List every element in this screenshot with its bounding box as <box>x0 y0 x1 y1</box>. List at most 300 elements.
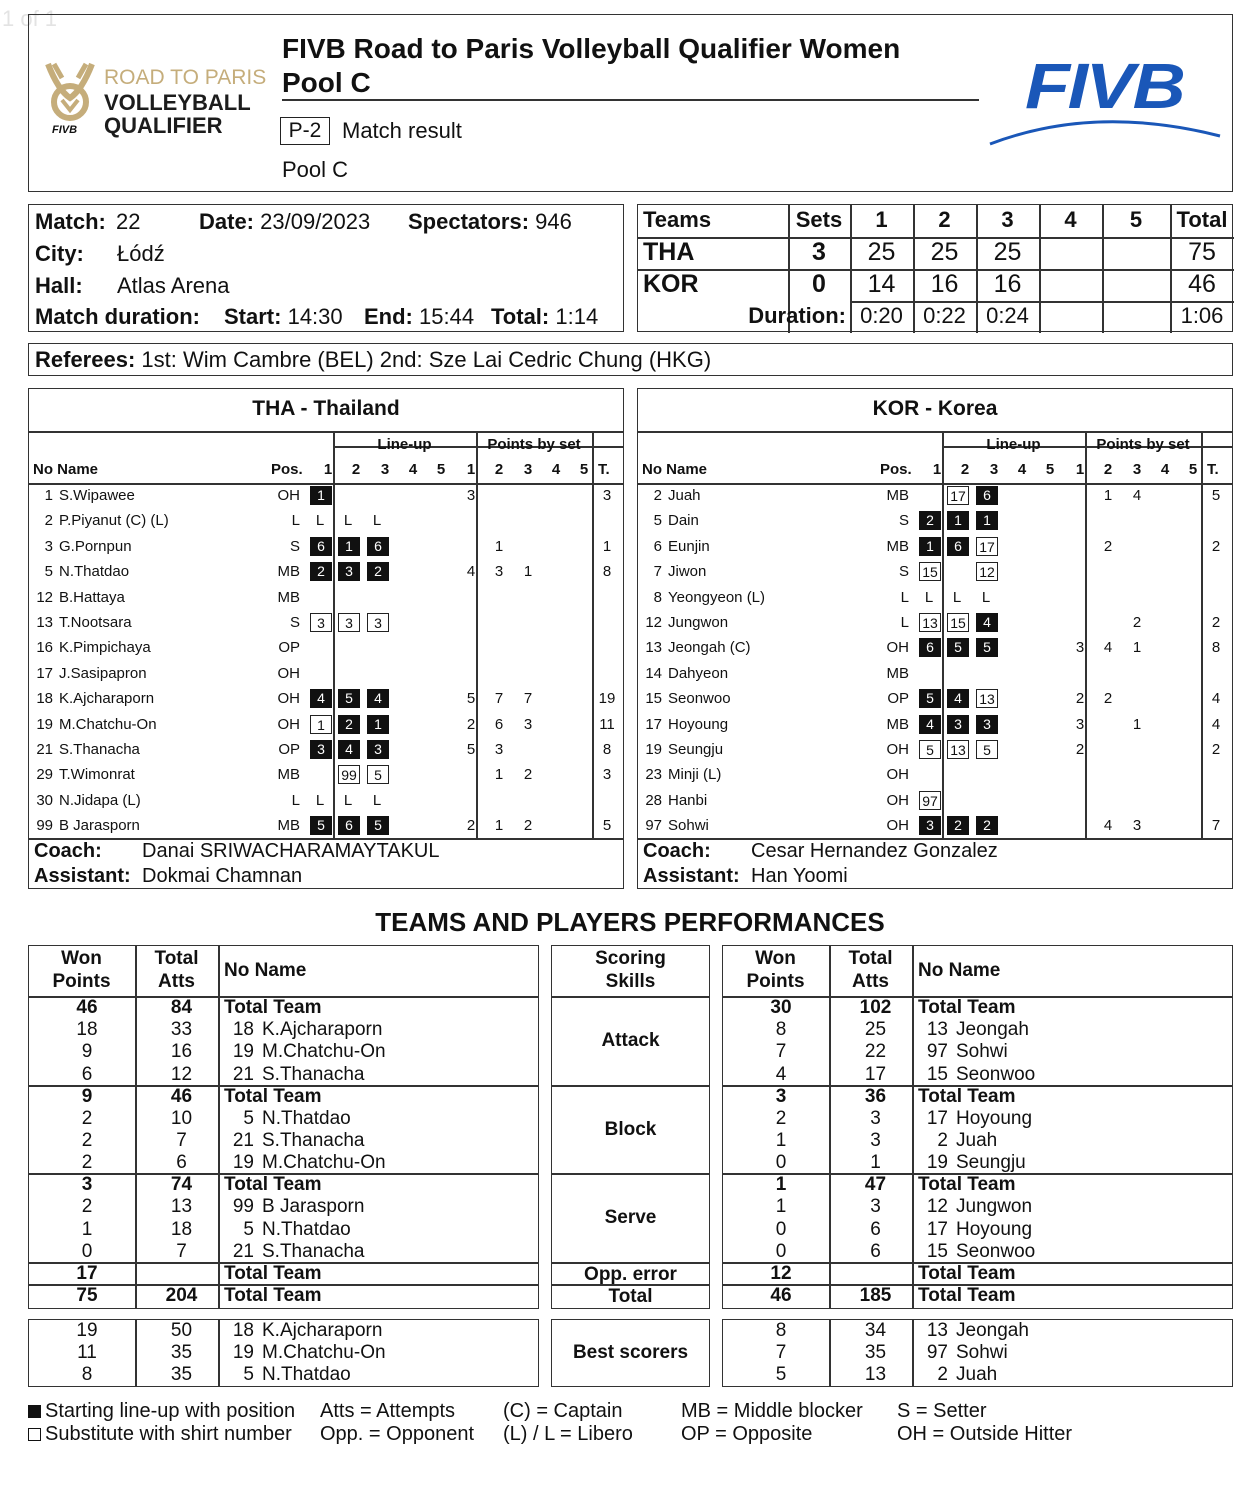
skill-name: Total <box>608 1286 653 1307</box>
won-header: Won <box>61 948 102 969</box>
total-atts-value: 35 <box>864 1342 887 1364</box>
set-points: 4 <box>1103 817 1113 835</box>
total-atts-value: 35 <box>170 1364 193 1386</box>
substitute-box: 13 <box>947 740 969 759</box>
player-name: N.Thatdao <box>262 1364 351 1386</box>
coach-label: Coach: <box>34 840 102 862</box>
player-total: 2 <box>1211 537 1221 555</box>
won-points-value: 75 <box>76 1285 98 1306</box>
substitute-box: 17 <box>947 486 969 505</box>
legend-text: Atts = Attempts <box>320 1400 456 1422</box>
total-atts-value: 204 <box>165 1285 198 1306</box>
skill-name: Serve <box>604 1207 657 1229</box>
player-position: L <box>900 588 909 606</box>
total-atts-value: 50 <box>170 1320 193 1341</box>
set-points: 4 <box>1132 487 1142 504</box>
player-position: MB <box>277 563 300 581</box>
player-name: Juah <box>668 487 701 504</box>
total-time-value: 1:14 <box>555 304 599 329</box>
date-value: 23/09/2023 <box>260 209 371 234</box>
sets-header-cell: 5 <box>1129 207 1143 232</box>
total-atts-value: 7 <box>176 1240 187 1262</box>
player-name: S.Thanacha <box>59 741 140 758</box>
starting-position-box: 5 <box>919 689 941 708</box>
total-atts-value: 6 <box>176 1152 187 1174</box>
referees-label: Referees: <box>35 347 136 372</box>
points-by-set-header: Points by set <box>1096 436 1190 453</box>
set-points: 1 <box>523 563 533 581</box>
set-points: 5 <box>466 741 476 758</box>
points-set-number: 5 <box>1188 461 1198 478</box>
player-no: 5 <box>243 1218 254 1240</box>
set-points: 7 <box>523 690 533 708</box>
player-name: Sohwi <box>956 1041 1008 1063</box>
legend-item <box>681 1423 812 1446</box>
player-number: 23 <box>645 766 662 784</box>
set-points: 1 <box>1132 639 1142 657</box>
player-name: Dahyeon <box>668 664 729 682</box>
player-total: 7 <box>1211 817 1221 835</box>
atts-header: Atts <box>158 971 195 992</box>
substitute-box: 17 <box>976 537 998 556</box>
no-name-header: No Name <box>33 461 99 478</box>
player-no: 5 <box>243 1364 254 1386</box>
total-atts-value: 13 <box>864 1364 887 1386</box>
player-no: 13 <box>926 1320 948 1341</box>
player-position: MB <box>886 715 909 733</box>
pos-header: Pos. <box>271 461 303 478</box>
sets-header-cell: Total <box>1176 207 1228 232</box>
roster-divider <box>637 483 1233 485</box>
won-points-value: 0 <box>81 1240 93 1262</box>
won-points-value: 1 <box>81 1218 93 1240</box>
player-name: Seungju <box>956 1152 1026 1174</box>
won-points-value: 1 <box>775 1130 787 1151</box>
points-header: Points <box>52 971 111 992</box>
points-set-number: 3 <box>1132 461 1142 478</box>
player-name: Total Team <box>224 1085 322 1107</box>
player-name: N.Thatdao <box>262 1218 351 1240</box>
substitute-box: 13 <box>976 689 998 708</box>
set-points: 3 <box>494 741 504 758</box>
starting-position-box: 5 <box>976 638 998 657</box>
coach-name: Cesar Hernandez Gonzalez <box>751 840 998 862</box>
libero-marker: L <box>952 588 962 606</box>
city-label: City: <box>35 241 84 266</box>
lineup-header: Line-up <box>986 436 1041 453</box>
player-no: 21 <box>232 1063 254 1085</box>
player-position: OH <box>277 487 300 504</box>
set-points: 2 <box>1075 741 1085 758</box>
player-name: Hanbi <box>668 791 708 809</box>
set-points: 2 <box>1132 614 1142 631</box>
total-atts-value: 13 <box>170 1196 193 1218</box>
player-name: Jungwon <box>668 614 729 631</box>
player-name: Total Team <box>918 1085 1016 1107</box>
player-position: OP <box>887 690 909 708</box>
set-points: 2 <box>523 766 533 784</box>
player-position: MB <box>277 817 300 835</box>
player-number: 12 <box>36 588 53 606</box>
player-name: J.Sasipapron <box>59 664 147 682</box>
starting-position-box: 1 <box>367 715 389 734</box>
total-atts-value: 17 <box>864 1063 887 1085</box>
set-points: 3 <box>1075 639 1085 657</box>
won-points-value: 2 <box>81 1130 93 1151</box>
duration-label: Match duration: <box>35 304 200 329</box>
player-position: S <box>898 563 909 581</box>
set-points: 2 <box>466 715 476 733</box>
lineup-set-number: 4 <box>1017 461 1027 478</box>
total-time-row <box>491 304 598 330</box>
sets-header-cell: 2 <box>938 207 951 232</box>
player-position: MB <box>886 487 909 504</box>
set-points: 5 <box>466 690 476 708</box>
player-name: Sohwi <box>956 1342 1008 1364</box>
player-no: 21 <box>232 1130 254 1151</box>
starting-position-box: 2 <box>338 715 360 734</box>
won-points-value: 30 <box>770 997 792 1018</box>
logo-road-to-paris: ROAD TO PARIS <box>104 66 267 89</box>
points-set-number: 5 <box>579 461 589 478</box>
won-points-value: 7 <box>775 1041 787 1063</box>
player-position: S <box>289 614 300 631</box>
logo-qualifier: QUALIFIER <box>104 113 223 138</box>
won-points-value: 0 <box>775 1152 787 1174</box>
performance-title: TEAMS AND PLAYERS PERFORMANCES <box>375 907 885 937</box>
libero-marker: L <box>343 791 353 809</box>
player-number: 5 <box>653 512 662 530</box>
lineup-set-number: 2 <box>960 461 970 478</box>
player-name: Seonwoo <box>668 690 731 708</box>
substitute-box: 3 <box>310 613 332 632</box>
player-no: 19 <box>926 1152 948 1174</box>
set-points: 2 <box>1103 690 1113 708</box>
fivb-swoosh-icon <box>985 48 1225 148</box>
total-header: Total <box>154 948 199 969</box>
total-atts-value: 102 <box>859 997 892 1018</box>
date-label: Date: <box>199 209 255 234</box>
player-position: OH <box>886 791 909 809</box>
hall-value: Atlas Arena <box>117 273 230 298</box>
won-points-value: 1 <box>775 1196 787 1218</box>
player-position: S <box>898 512 909 530</box>
legend-text: S = Setter <box>897 1400 987 1422</box>
starting-position-box: 3 <box>947 715 969 734</box>
set-duration: 1:06 <box>1180 303 1224 328</box>
player-name: Seonwoo <box>956 1063 1036 1085</box>
legend-item <box>681 1400 863 1423</box>
starting-position-box: 4 <box>947 689 969 708</box>
filled-square-icon <box>28 1405 41 1418</box>
substitute-box: 13 <box>919 613 941 632</box>
skill-name: Attack <box>601 1030 660 1051</box>
starting-position-box: 3 <box>367 740 389 759</box>
starting-position-box: 6 <box>310 537 332 556</box>
player-name: Jeongah (C) <box>668 639 751 657</box>
player-name: Yeongyeon (L) <box>668 588 766 606</box>
title-underline <box>282 99 979 101</box>
player-name: Jungwon <box>956 1196 1033 1218</box>
player-total: 8 <box>602 563 612 581</box>
roster-col-divider <box>333 431 335 838</box>
won-points-value: 8 <box>775 1019 787 1041</box>
start-value: 14:30 <box>287 304 343 329</box>
won-header: Won <box>755 948 796 969</box>
doc-type: Match result <box>342 118 462 143</box>
player-name: P.Piyanut (C) (L) <box>59 512 169 530</box>
player-position: MB <box>277 588 300 606</box>
won-points-value: 8 <box>81 1364 93 1386</box>
total-atts-value: 10 <box>170 1107 193 1129</box>
sets-table <box>637 204 1233 332</box>
substitute-box: 3 <box>367 613 389 632</box>
set-points: 1 <box>494 817 504 835</box>
set-points: 2 <box>1103 537 1113 555</box>
player-name: N.Thatdao <box>59 563 130 581</box>
won-points-value: 2 <box>81 1196 93 1218</box>
won-points-value: 46 <box>770 1285 792 1306</box>
total-atts-value: 35 <box>170 1342 193 1364</box>
libero-marker: L <box>981 588 991 606</box>
player-number: 21 <box>36 741 53 758</box>
player-no: 19 <box>232 1342 254 1364</box>
player-no: 15 <box>926 1240 948 1262</box>
player-no: 12 <box>926 1196 948 1218</box>
lineup-set-number: 1 <box>932 461 942 478</box>
libero-marker: L <box>315 791 325 809</box>
player-number: 5 <box>44 563 53 581</box>
starting-position-box: 6 <box>338 816 360 835</box>
starting-position-box: 3 <box>976 715 998 734</box>
player-number: 13 <box>645 639 662 657</box>
end-value: 15:44 <box>419 304 475 329</box>
won-points-value: 11 <box>77 1342 97 1364</box>
player-name: K.Ajcharaporn <box>262 1320 383 1341</box>
won-points-value: 6 <box>81 1063 93 1085</box>
player-no: 19 <box>232 1152 254 1174</box>
won-points-value: 19 <box>76 1320 98 1341</box>
player-total: 5 <box>602 817 612 835</box>
player-name: Sohwi <box>668 817 709 835</box>
player-name: Minji (L) <box>668 766 722 784</box>
points-set-number: 1 <box>466 461 476 478</box>
player-number: 8 <box>653 588 662 606</box>
lineup-set-number: 3 <box>989 461 999 478</box>
substitute-box: 5 <box>367 765 389 784</box>
starting-position-box: 2 <box>947 816 969 835</box>
player-position: OP <box>278 639 300 657</box>
points-set-number: 1 <box>1075 461 1085 478</box>
substitute-box: 1 <box>310 715 332 734</box>
starting-position-box: 5 <box>338 689 360 708</box>
player-name: T.Nootsara <box>59 614 132 631</box>
set-points: 2 <box>1075 690 1085 708</box>
starting-position-box: 2 <box>976 816 998 835</box>
legend-item <box>897 1400 987 1423</box>
player-position: S <box>289 537 300 555</box>
libero-marker: L <box>372 791 382 809</box>
player-name: Total Team <box>918 1174 1016 1196</box>
assistant-name: Dokmai Chamnan <box>142 865 303 887</box>
player-name: Jiwon <box>668 563 707 581</box>
player-total: 2 <box>1211 614 1221 631</box>
player-number: 13 <box>36 614 53 631</box>
player-name: Hoyoung <box>956 1218 1033 1240</box>
set-points: 1 <box>494 766 504 784</box>
starting-position-box: 1 <box>947 511 969 530</box>
won-points-value: 12 <box>770 1263 792 1284</box>
roster-divider <box>28 431 624 433</box>
player-position: L <box>291 512 300 530</box>
lineup-header: Line-up <box>377 436 432 453</box>
player-number: 18 <box>36 690 53 708</box>
lineup-set-number: 5 <box>436 461 446 478</box>
player-total: 3 <box>602 487 612 504</box>
player-total: 2 <box>1211 741 1221 758</box>
total-atts-value: 3 <box>870 1196 881 1218</box>
sets-cell: 25 <box>930 238 959 266</box>
starting-position-box: 4 <box>310 689 332 708</box>
set-points: 4 <box>466 563 476 581</box>
lineup-set-number: 2 <box>351 461 361 478</box>
best-scorers-label: Best scorers <box>572 1342 689 1363</box>
legend-text: MB = Middle blocker <box>681 1400 863 1422</box>
points-set-number: 2 <box>494 461 504 478</box>
player-name: M.Chatchu-On <box>59 715 157 733</box>
sets-header-cell: 4 <box>1064 207 1077 232</box>
total-atts-value: 6 <box>870 1218 881 1240</box>
player-total: 8 <box>602 741 612 758</box>
player-position: MB <box>277 766 300 784</box>
scoring-header: Scoring <box>595 948 666 969</box>
player-name: Seungju <box>668 741 724 758</box>
points-set-number: 2 <box>1103 461 1113 478</box>
player-number: 2 <box>44 512 53 530</box>
substitute-box: 15 <box>947 613 969 632</box>
legend-item <box>28 1423 292 1446</box>
end-label: End: <box>364 304 413 329</box>
player-position: OH <box>886 741 909 758</box>
player-name: B.Hattaya <box>59 588 125 606</box>
won-points-value: 46 <box>76 997 98 1018</box>
total-atts-value: 12 <box>170 1063 193 1085</box>
player-total: 4 <box>1211 690 1221 708</box>
player-name: Total Team <box>224 1174 322 1196</box>
total-atts-value: 84 <box>170 997 193 1018</box>
player-total: 3 <box>602 766 612 784</box>
total-atts-value: 22 <box>864 1041 887 1063</box>
legend-text: Substitute with shirt number <box>45 1423 292 1445</box>
player-name: N.Jidapa (L) <box>59 791 141 809</box>
sets-cell: 75 <box>1188 238 1216 266</box>
sets-cell: 16 <box>930 270 959 298</box>
pool-title: Pool C <box>282 67 371 98</box>
perf-row-divider <box>551 1085 710 1087</box>
set-points: 2 <box>466 817 476 835</box>
player-name: K.Ajcharaporn <box>59 690 155 708</box>
date-row <box>199 209 370 235</box>
set-points: 4 <box>1103 639 1113 657</box>
total-atts-value: 74 <box>170 1174 193 1196</box>
player-number: 3 <box>44 537 53 555</box>
player-name: M.Chatchu-On <box>262 1152 386 1174</box>
starting-position-box: 5 <box>947 638 969 657</box>
player-no: 17 <box>926 1218 948 1240</box>
player-number: 19 <box>645 741 662 758</box>
city-value: Łódź <box>117 241 165 266</box>
assistant-label: Assistant: <box>34 865 131 887</box>
starting-position-box: 5 <box>367 816 389 835</box>
starting-position-box: 3 <box>919 816 941 835</box>
player-total: 5 <box>1211 487 1221 504</box>
set-points: 1 <box>1103 487 1113 504</box>
player-no: 18 <box>232 1019 254 1041</box>
roster-divider <box>637 431 1233 433</box>
player-name: Juah <box>956 1364 998 1386</box>
perf-row-divider <box>551 996 710 998</box>
referees-text: 1st: Wim Cambre (BEL) 2nd: Sze Lai Cedric Chung (HKG) <box>141 347 712 372</box>
set-points: 3 <box>1075 715 1085 733</box>
points-set-number: 4 <box>551 461 561 478</box>
won-points-value: 3 <box>81 1174 93 1196</box>
set-points: 1 <box>494 537 504 555</box>
total-atts-value: 25 <box>864 1019 887 1041</box>
no-name-header: No Name <box>642 461 708 478</box>
player-number: 17 <box>645 715 662 733</box>
set-points: 2 <box>523 817 533 835</box>
player-position: OH <box>277 664 300 682</box>
logo-fivb-small: FIVB <box>52 124 78 136</box>
won-points-value: 17 <box>76 1263 98 1284</box>
lineup-set-number: 4 <box>408 461 418 478</box>
total-atts-value: 3 <box>870 1107 881 1129</box>
legend-item <box>320 1423 474 1446</box>
player-no: 99 <box>232 1196 254 1218</box>
player-total: 1 <box>602 537 612 555</box>
total-time-label: Total: <box>491 304 550 329</box>
sets-cell: THA <box>643 238 695 266</box>
start-label: Start: <box>224 304 282 329</box>
player-number: 19 <box>36 715 53 733</box>
player-total: 4 <box>1211 715 1221 733</box>
match-row <box>35 209 141 235</box>
player-no: 5 <box>243 1107 254 1129</box>
starting-position-box: 6 <box>947 537 969 556</box>
total-atts-value: 33 <box>170 1019 193 1041</box>
player-position: OH <box>277 715 300 733</box>
player-name: Total Team <box>224 1263 322 1284</box>
player-no: 21 <box>232 1240 254 1262</box>
player-name: Hoyoung <box>668 715 729 733</box>
points-total-header: T. <box>1207 461 1219 478</box>
starting-position-box: 6 <box>976 486 998 505</box>
player-name: Jeongah <box>956 1019 1029 1041</box>
perf-row-divider <box>551 1173 710 1175</box>
won-points-value: 0 <box>775 1218 787 1240</box>
empty-square-icon <box>28 1428 41 1441</box>
substitute-box: 12 <box>976 562 998 581</box>
total-atts-value: 34 <box>864 1320 887 1341</box>
skill-name: Opp. error <box>584 1264 677 1285</box>
assistant-label: Assistant: <box>643 865 740 887</box>
hall-label: Hall: <box>35 273 83 298</box>
sets-header-cell: 3 <box>1001 207 1014 232</box>
team-title: THA - Thailand <box>252 397 400 420</box>
player-no: 17 <box>926 1107 948 1129</box>
won-points-value: 4 <box>775 1063 787 1085</box>
sets-cell: 25 <box>867 238 896 266</box>
